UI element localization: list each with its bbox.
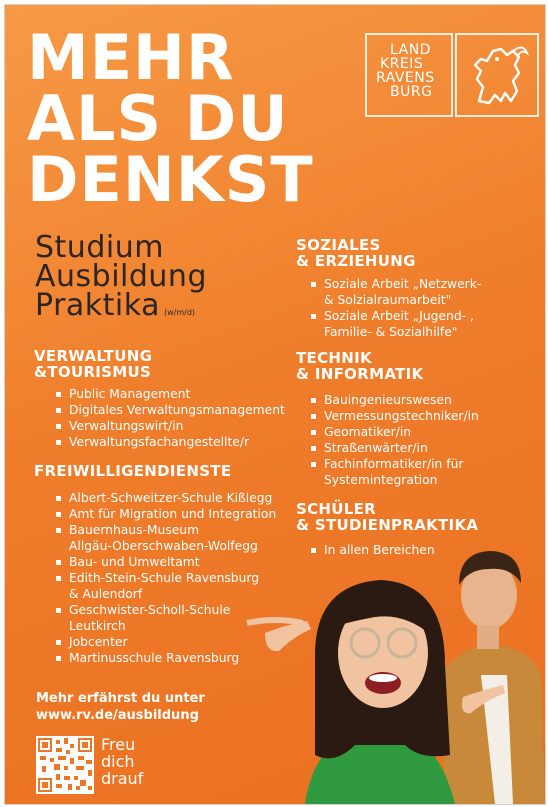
gender-note: (w/m/d)	[163, 308, 196, 317]
section-title-line: & INFORMATIK	[296, 365, 424, 383]
section-title-line: SCHÜLER	[296, 500, 377, 518]
list-item: Digitales Verwaltungsmanagement	[55, 402, 285, 418]
list-verwaltung	[55, 386, 285, 450]
list-freiwillig	[55, 490, 276, 666]
students-photo	[245, 525, 545, 804]
headline-line: DENKST	[27, 143, 314, 216]
list-item: Geomatiker/in	[310, 424, 479, 440]
more-info-label: Mehr erfährst du unter	[36, 691, 205, 706]
logo-text-line: RAVENS	[376, 70, 435, 86]
subtitle-line: Ausbildung	[35, 259, 207, 294]
section-title-line: SOZIALES	[296, 236, 381, 254]
list-item-continued: Allgäu-Oberschwaben-Wolfegg	[69, 539, 258, 553]
list-item: Edith-Stein-Schule Ravensburg	[55, 570, 276, 586]
list-item-continued: Systemintegration	[324, 473, 438, 487]
section-title-technik	[296, 350, 423, 382]
section-title-line: TECHNIK	[296, 349, 372, 367]
subtitle	[35, 230, 207, 327]
list-item-continued: & Solzialraumarbeit"	[324, 293, 452, 307]
section-title-line: &TOURISMUS	[34, 363, 152, 381]
list-item: In allen Bereichen	[310, 542, 435, 558]
section-title-verwaltung	[34, 348, 152, 380]
list-item: Verwaltungswirt/in	[55, 418, 285, 434]
list-item: Albert-Schweitzer-Schule Kißlegg	[55, 490, 276, 506]
section-title-line: & STUDIENPRAKTIKA	[296, 516, 479, 534]
list-item: Geschwister-Scholl-Schule	[55, 602, 276, 618]
list-item: Bauernhaus-Museum	[55, 522, 276, 538]
claim-line: Freu	[101, 735, 136, 754]
list-item-continued: Leutkirch	[69, 619, 126, 633]
list-item: Soziale Arbeit „Netzwerk-	[310, 276, 481, 292]
list-soziales	[310, 276, 481, 340]
list-item: Martinusschule Ravensburg	[55, 650, 276, 666]
list-item: Bauingenieurswesen	[310, 392, 479, 408]
claim-line: dich	[101, 752, 135, 771]
claim-freu-dich-drauf	[101, 736, 143, 787]
website-link[interactable]: www.rv.de/ausbildung	[36, 708, 199, 723]
logo-text-line: KREIS	[380, 56, 424, 72]
headline	[27, 21, 314, 216]
section-title-line: FREIWILLIGENDIENSTE	[34, 462, 232, 480]
list-item-continued: & Aulendorf	[69, 587, 143, 601]
list-technik	[310, 392, 479, 488]
headline-line: MEHR	[27, 21, 235, 94]
list-item-continued: Familie- & Sozialhilfe"	[324, 325, 458, 339]
landkreis-logo	[365, 33, 539, 119]
list-item: Amt für Migration und Integration	[55, 506, 276, 522]
subtitle-line: Studium	[35, 230, 164, 265]
logo-wordmark	[365, 33, 453, 117]
list-item: Verwaltungsfachangestellte/r	[55, 434, 285, 450]
logo-text-line: BURG	[390, 84, 433, 100]
more-info	[36, 690, 205, 724]
list-item: Straßenwärter/in	[310, 440, 479, 456]
section-title-line: & ERZIEHUNG	[296, 252, 416, 270]
lion-crest-icon	[455, 33, 539, 117]
section-title-freiwillig	[34, 463, 231, 479]
claim-line: drauf	[101, 769, 144, 788]
logo-text-line: LAND	[390, 42, 431, 58]
list-item: Bau- und Umweltamt	[55, 554, 276, 570]
qr-code-icon[interactable]	[36, 736, 94, 794]
list-item: Vermessungstechniker/in	[310, 408, 479, 424]
section-title-soziales	[296, 237, 416, 269]
poster	[4, 4, 546, 805]
section-title-line: VERWALTUNG	[34, 347, 153, 365]
list-item: Jobcenter	[55, 634, 276, 650]
subtitle-line: Praktika	[35, 288, 160, 323]
list-item: Public Management	[55, 386, 285, 402]
list-item: Soziale Arbeit „Jugend- ,	[310, 308, 481, 324]
headline-line: ALS DU	[27, 82, 289, 155]
list-item: Fachinformatiker/in für	[310, 456, 479, 472]
